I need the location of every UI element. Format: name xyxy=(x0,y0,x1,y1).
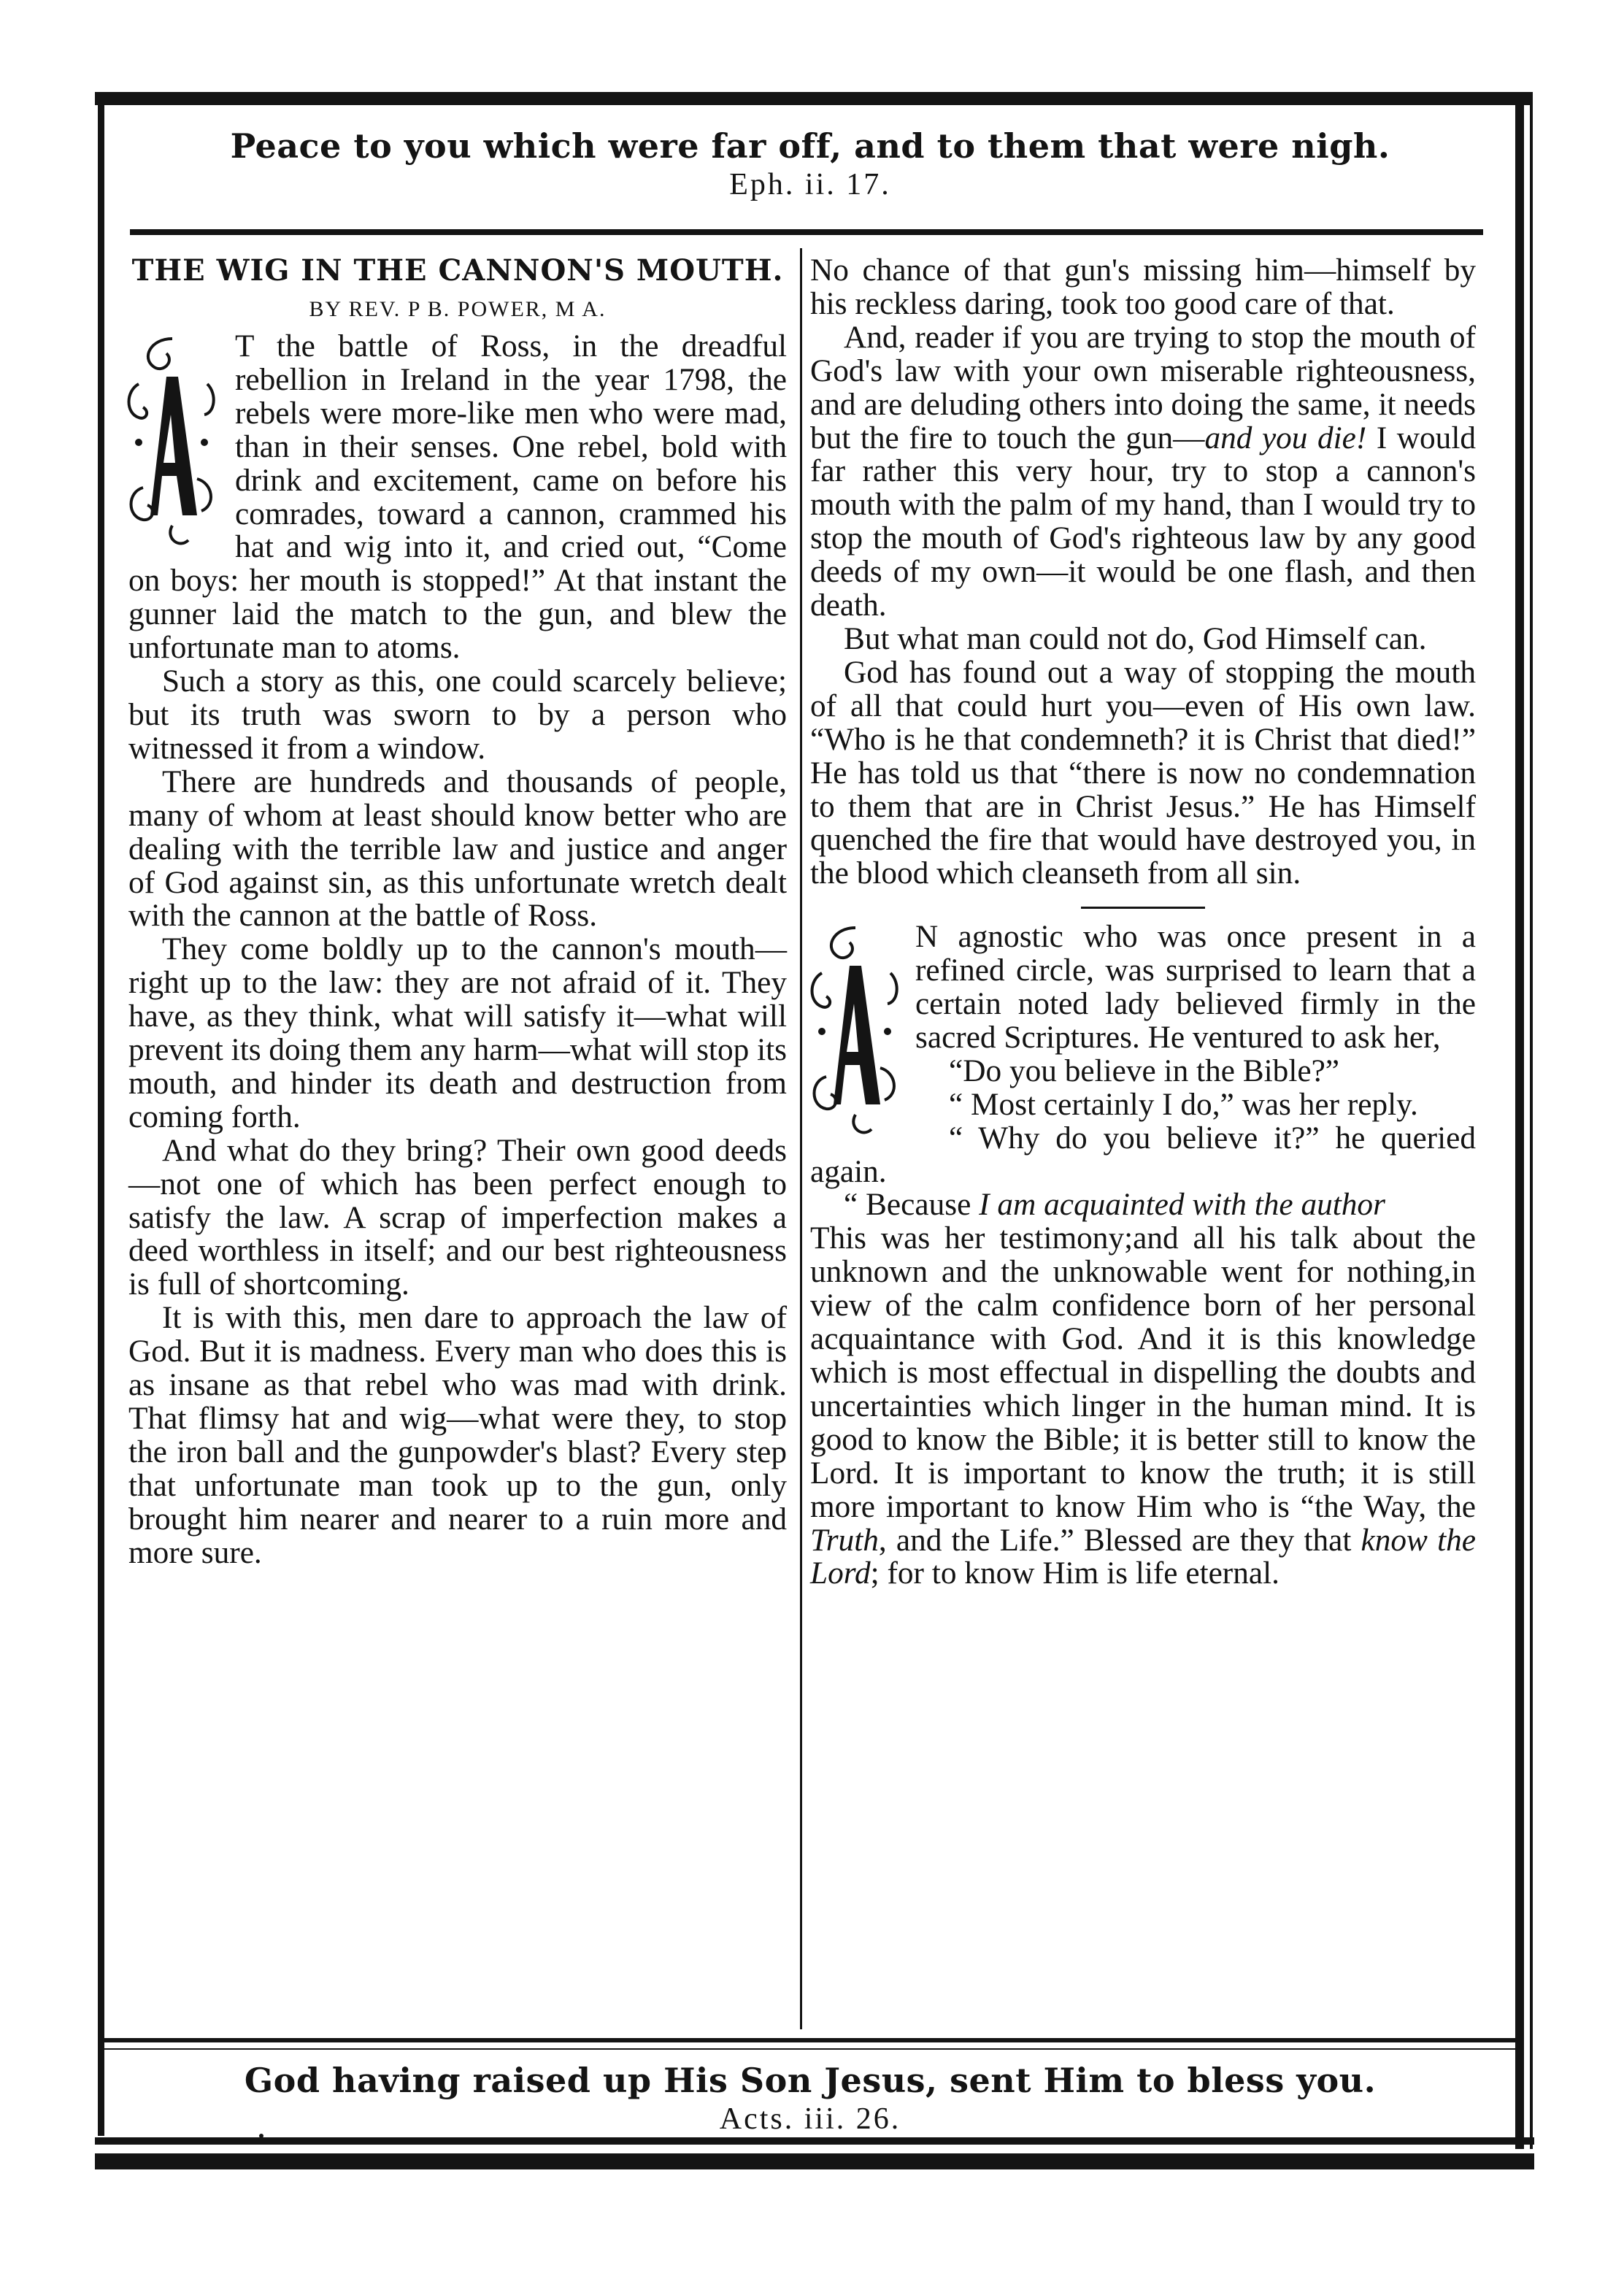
right-column xyxy=(810,254,1476,1591)
frame-bottom-border xyxy=(95,2137,1534,2145)
paragraph-text: “ Because xyxy=(844,1187,980,1223)
header-rule xyxy=(130,229,1483,235)
emphasis-text: know the Lord xyxy=(810,1522,1476,1591)
article-byline: BY REV. P B. POWER, M A. xyxy=(309,297,607,321)
header-verse xyxy=(109,126,1511,203)
left-column xyxy=(128,254,787,1570)
footer-rule-thin xyxy=(101,2048,1517,2050)
emphasis-text: I am acquainted with the author xyxy=(979,1187,1385,1223)
frame-bottom-border-thick xyxy=(95,2153,1534,2169)
article-paragraph: They come boldly up to the cannon's mouth—right up to the law: they are not afraid of it. They have, as they think, what will satisfy it—what will prevent its doing them any harm—what will stop its mouth, and hinder its death and destruction from coming forth. xyxy=(128,931,787,1134)
paragraph-text: I would far rather this very hour, try to stop a cannon's mouth with the palm of my hand, than I would try to stop the mouth of God's righteous law by any good deeds of my own—it would be one flash, and then death. xyxy=(810,420,1477,623)
article-paragraph: Such a story as this, one could scarcely believe; but its truth was sworn to by a person who witnessed it from a window. xyxy=(128,664,787,766)
section-separator xyxy=(1081,907,1205,909)
article-paragraph xyxy=(810,321,1476,623)
article-title: THE WIG IN THE CANNON'S MOUTH. xyxy=(131,253,784,288)
paragraph-text: ; for to know Him is life eternal. xyxy=(870,1556,1279,1591)
footer-verse xyxy=(109,2060,1511,2137)
ornamental-dropcap-a-icon xyxy=(804,922,905,1141)
frame-right-border xyxy=(1515,96,1524,2149)
paragraph-text: This was her testimony;and all his talk about the unknown and the unknowable went for nothing,in view of the calm confidence born of her personal acquaintance with God. And it is this knowledge which is most effectual in dispelling the doubts and uncertainties which linger in the human mind. It is good to know the Bible; it is better still to know the Lord. It is important to know the truth; it is still more important to know Him who is “the Way, the xyxy=(810,1220,1476,1524)
frame-right-border-thin xyxy=(1530,96,1533,2149)
paragraph-text: N agnostic who was once present in a refined circle, was surprised to learn that a certain noted lady believed firmly in the sacred Scriptures. He ventured to ask her, xyxy=(915,919,1476,1055)
footer-rule xyxy=(101,2038,1517,2042)
emphasis-text: Truth xyxy=(810,1522,879,1558)
paragraph-text: And, reader if you are trying to stop the mouth of God's law with your own miserable righteousness, and are deluding others into doing the same, it needs but the fire to touch the gun— xyxy=(810,319,1476,455)
article-paragraph: But what man could not do, God Himself can. xyxy=(844,620,1427,656)
article-paragraph xyxy=(810,1222,1476,1591)
ornamental-dropcap-a-icon xyxy=(121,333,222,552)
column-divider xyxy=(800,248,802,2029)
emphasis-text: and you die! xyxy=(1204,420,1367,455)
frame-top-border xyxy=(95,92,1533,105)
dialogue-line: “ Most certainly I do,” was her reply. xyxy=(949,1086,1418,1122)
article-paragraph: And what do they bring? Their own good deeds—not one of which has been perfect enough to satisfy the law. A scrap of imperfection makes a deed worthless in itself; and our best righteousness is full of shortcoming. xyxy=(128,1132,787,1302)
header-verse-text: Peace to you which were far off, and to them that were nigh. xyxy=(230,126,1390,166)
dialogue-line xyxy=(810,1188,1476,1222)
footer-verse-text: God having raised up His Son Jesus, sent Him to bless you. xyxy=(244,2061,1377,2100)
article-paragraph xyxy=(128,330,787,665)
article-paragraph xyxy=(810,920,1476,1055)
article-paragraph: No chance of that gun's missing him—himself by his reckless daring, took too good care of that. xyxy=(810,253,1476,321)
dialogue-line: “Do you believe in the Bible?” xyxy=(949,1053,1340,1088)
frame-left-border xyxy=(98,92,104,2136)
header-verse-reference: Eph. ii. 17. xyxy=(729,168,891,201)
paragraph-text: T the battle of Ross, in the dreadful rebellion in Ireland in the year 1798, the rebels were more-like men who were mad, than in their senses. One rebel, bold with drink and excitement, came on before his comrades, toward a cannon, crammed his hat and wig into it, and cried out, “Come on boys: her mouth is stopped!” At that instant the gunner laid the match to the gun, and blew the unfortunate man to atoms. xyxy=(128,328,787,666)
article-paragraph: It is with this, men dare to approach the law of God. But it is madness. Every man who does this is as insane as that rebel who was mad with drink. That flimsy hat and wig—what were they, to stop the iron ball and the gunpowder's blast? Every step that unfortunate man took up to the gun, only brought him nearer and nearer to a ruin more and more sure. xyxy=(128,1300,787,1570)
article-paragraph: There are hundreds and thousands of people, many of whom at least should know better who are dealing with the terrible law and justice and anger of God against sin, as this unfortunate wretch dealt with the cannon at the battle of Ross. xyxy=(128,764,787,934)
article-paragraph: God has found out a way of stopping the mouth of all that could hurt you—even of His own law. “Who is he that condemneth? it is Christ that died!” He has told us that “there is now no condemnation to them that are in Christ Jesus.” He has Himself quenched the fire that would have destroyed you, in the blood which cleanseth from all sin. xyxy=(810,654,1476,891)
paragraph-text: , and the Life.” Blessed are they that xyxy=(878,1522,1361,1558)
dialogue-line: “ Why do you believe it?” he queried again. xyxy=(810,1120,1476,1189)
printer-dot xyxy=(259,2134,263,2138)
footer-verse-reference: Acts. iii. 26. xyxy=(719,2102,901,2136)
